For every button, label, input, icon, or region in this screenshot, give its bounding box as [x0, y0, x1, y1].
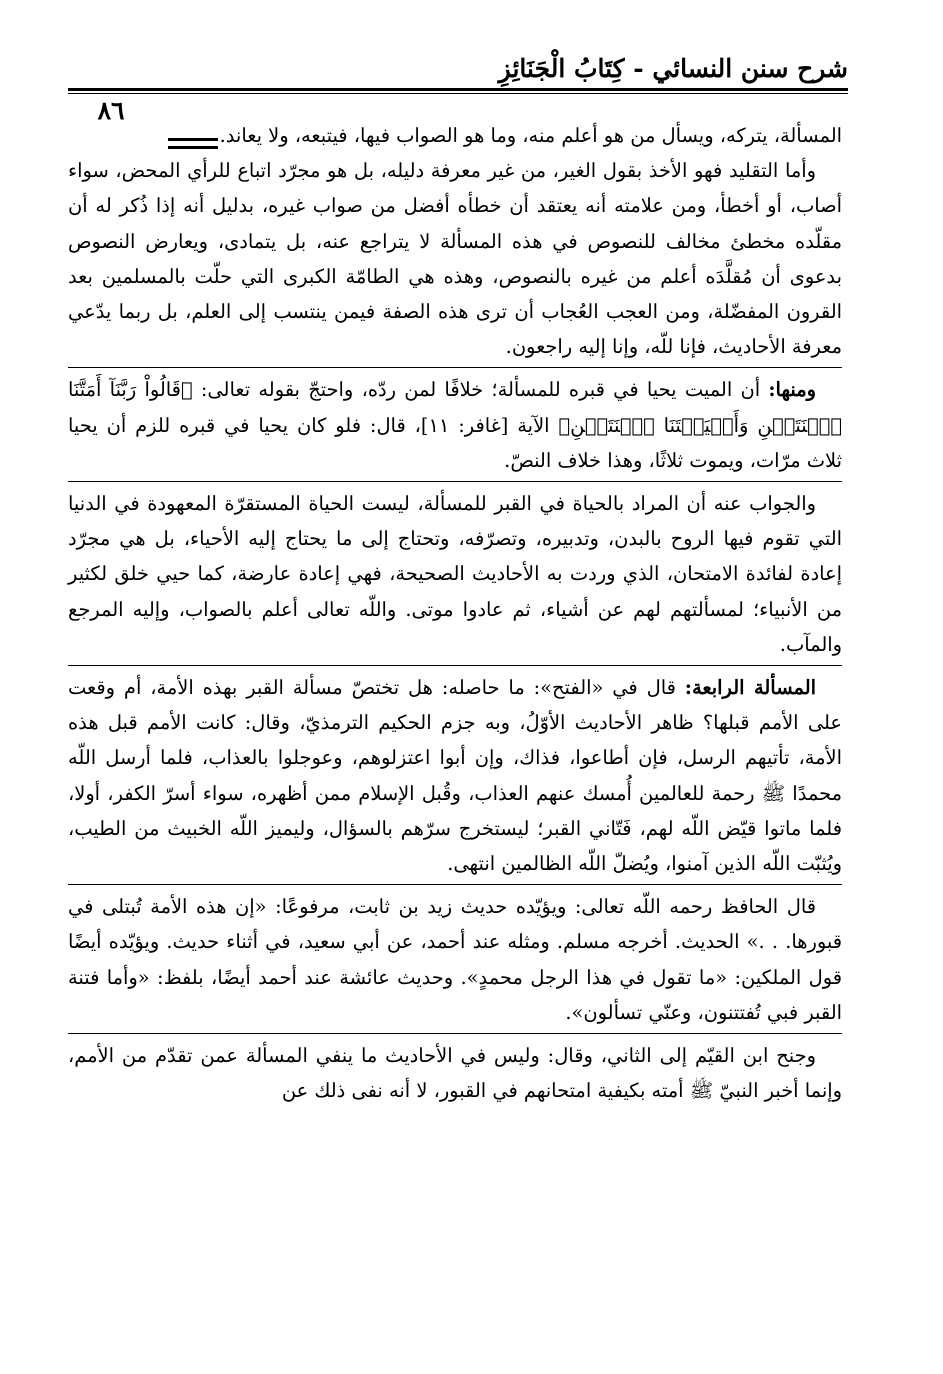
body-text [68, 118, 842, 1108]
paragraph-3: ومنها: أن الميت يحيا في قبره للمسألة؛ خلافًا لمن ردّه، واحتجّ بقوله تعالى: ﴿قَالُواْ رَبَّنَآ أَمَتَّنَا ٱثۡنَتَيۡنِ وَأَحۡيَيۡتَنَا ٱثۡنَتَيۡنِ﴾ الآية [غافر: ١١]، قال: فلو كان يحيا في قبره للزم أن يحيا ثلاث مرّات، ويموت ثلاثًا، وهذا خلاف النصّ. [68, 378, 842, 472]
paragraph-divider [68, 665, 842, 666]
paragraph-divider [68, 481, 842, 482]
paragraph-lead: ومنها: [768, 378, 816, 402]
paragraph-1: المسألة، يتركه، ويسأل من هو أعلم منه، وما هو الصواب فيها، فيتبعه، ولا يعاند. [219, 124, 842, 147]
paragraph-6: قال الحافظ رحمه اللّه تعالى: ويؤيّده حديث زيد بن ثابت، مرفوعًا: «إن هذه الأمة تُبتلى في قبورها. . .» الحديث. أخرجه مسلم. ومثله عند أحمد، عن أبي سعيد، في أثناء حديث. ويؤيّده أيضًا قول الملكين: «ما تقول في هذا الرجل محمدٍ». وحديث عائشة عند أحمد أيضًا، بلفظ: «وأما فتنة القبر فبي تُفتتنون، وعنّي تسألون». [68, 895, 842, 1024]
paragraph-4: والجواب عنه أن المراد بالحياة في القبر للمسألة، ليست الحياة المستقرّة المعهودة في الدنيا التي تقوم فيها الروح بالبدن، وتدبيره، وتصرّفه، وتحتاج إلى ما يحتاج إليه الأحياء، بل هي مجرّد إعادة لفائدة الامتحان، الذي وردت به الأحاديث الصحيحة، فهي إعادة عارضة، كما حيي خلق لكثير من الأنبياء؛ لمسألتهم لهم عن أشياء، ثم عادوا موتى. واللّه تعالى أعلم بالصواب، وإليه المرجع والمآب. [68, 492, 842, 656]
paragraph-divider [68, 884, 842, 885]
paragraph-divider [68, 367, 842, 368]
paragraph-2: وأما التقليد فهو الأخذ بقول الغير، من غير معرفة دليله، بل هو مجرّد اتباع للرأي المحض، سواء أصاب، أو أخطأ، ومن علامته أنه يعتقد أن خطأه أفضل من صواب غيره، بدليل أنه إذا ذُكر له أن مقلّده مخطئ مخالف للنصوص في هذه المسألة لا يتراجع عنه، بل يتمادى، ويعارض النصوص بدعوى أن مُقلَّدَه أعلم من غيره بالنصوص، وهذه هي الطامّة الكبرى التي حلّت بالمسلمين بعد القرون المفضّلة، ومن العجب العُجاب أن ترى هذه الصفة فيمن ينتسب إلى العلم، بل ربما يدّعي معرفة الأحاديث، فإنا للّه، وإنا إليه راجعون. [68, 159, 842, 359]
paragraph-divider [68, 1033, 842, 1034]
header-title: شرح سنن النسائي - كِتَابُ الْجَنَائِزِ [498, 54, 848, 83]
paragraph-lead: المسألة الرابعة: [684, 676, 816, 700]
page-number: ٨٦ [76, 96, 146, 125]
header-rule [68, 88, 848, 91]
paragraph-5: المسألة الرابعة: قال في «الفتح»: ما حاصله: هل تختصّ مسألة القبر بهذه الأمة، أم وقعت على الأمم قبلها؟ ظاهر الأحاديث الأوّلُ، وبه جزم الحكيم الترمذيّ، وقال: كانت الأمم قبل هذه الأمة، تأتيهم الرسل، فإن أطاعوا، فذاك، وإن أبوا اعتزلوهم، وعوجلوا بالعذاب، فلما أرسل اللّه محمدًا ﷺ رحمة للعالمين أُمسك عنهم العذاب، وقُبل الإسلام ممن أظهره، سواء أسرّ الكفر، أولا، فلما ماتوا قيّض اللّه لهم، فَتّاني القبر؛ ليستخرج سرّهم بالسؤال، وليميز اللّه الخبيث من الطيب، ويُثبّت اللّه الذين آمنوا، ويُضلّ اللّه الظالمين انتهى. [68, 676, 842, 876]
running-header [68, 48, 848, 125]
paragraph-7: وجنح ابن القيّم إلى الثاني، وقال: وليس في الأحاديث ما ينفي المسألة عمن تقدّم من الأمم، وإنما أخبر النبيّ ﷺ أمته بكيفية امتحانهم في القبور، لا أنه نفى ذلك عن [68, 1044, 842, 1103]
header-rule-thin [68, 93, 848, 94]
